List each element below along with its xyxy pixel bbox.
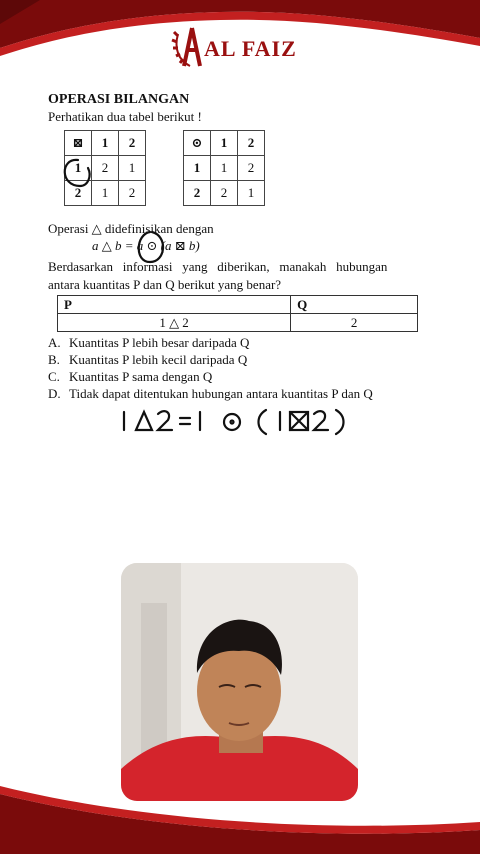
table2-cell: 2: [211, 181, 238, 206]
table2-operator: ⊙: [184, 131, 211, 156]
table2-cell: 1: [211, 156, 238, 181]
option-d: D. Tidak dapat ditentukan hubungan antara kuantitas P dan Q: [48, 386, 373, 401]
definition-text: Operasi △ didefinisikan dengan: [48, 221, 214, 236]
question-line-2: antara kuantitas P dan Q berikut yang benar?: [48, 277, 282, 292]
handwritten-work: [124, 410, 344, 434]
option-c: C. Kuantitas P sama dengan Q: [48, 369, 213, 384]
operation-table-1: [64, 130, 146, 206]
brand-name: AL FAIZ: [204, 36, 297, 61]
table1-row-header: 1: [65, 156, 92, 181]
question-line-1: Berdasarkan informasi yang diberikan, manakah hubungan: [48, 259, 388, 274]
table1-col-header: 2: [119, 131, 146, 156]
table2-row-header: 1: [184, 156, 211, 181]
operation-table-2: [183, 130, 265, 206]
presenter-image: [121, 563, 358, 801]
option-b: B. Kuantitas P lebih kecil daripada Q: [48, 352, 248, 367]
brand-logo: [170, 22, 320, 70]
q-value: 2: [291, 314, 418, 332]
presenter-video[interactable]: [121, 563, 358, 801]
answer-options: [48, 334, 373, 402]
table2-col-header: 1: [211, 131, 238, 156]
q-header: Q: [291, 296, 418, 314]
table1-cell: 2: [92, 156, 119, 181]
problem-title: OPERASI BILANGAN: [48, 92, 190, 107]
table1-cell: 1: [92, 181, 119, 206]
table1-operator: ⊠: [65, 131, 92, 156]
p-header: P: [58, 296, 291, 314]
table2-col-header: 2: [238, 131, 265, 156]
table1-col-header: 1: [92, 131, 119, 156]
option-a: A. Kuantitas P lebih besar daripada Q: [48, 335, 250, 350]
table1-cell: 2: [119, 181, 146, 206]
table2-row-header: 2: [184, 181, 211, 206]
instruction-text: Perhatikan dua tabel berikut !: [48, 109, 202, 124]
pq-table: [57, 295, 418, 332]
definition-formula: a △ b = a ⊙ (a ⊠ b): [92, 238, 200, 253]
table1-cell: 1: [119, 156, 146, 181]
table1-row-header: 2: [65, 181, 92, 206]
p-value: 1 △ 2: [58, 314, 291, 332]
table2-cell: 1: [238, 181, 265, 206]
table2-cell: 2: [238, 156, 265, 181]
